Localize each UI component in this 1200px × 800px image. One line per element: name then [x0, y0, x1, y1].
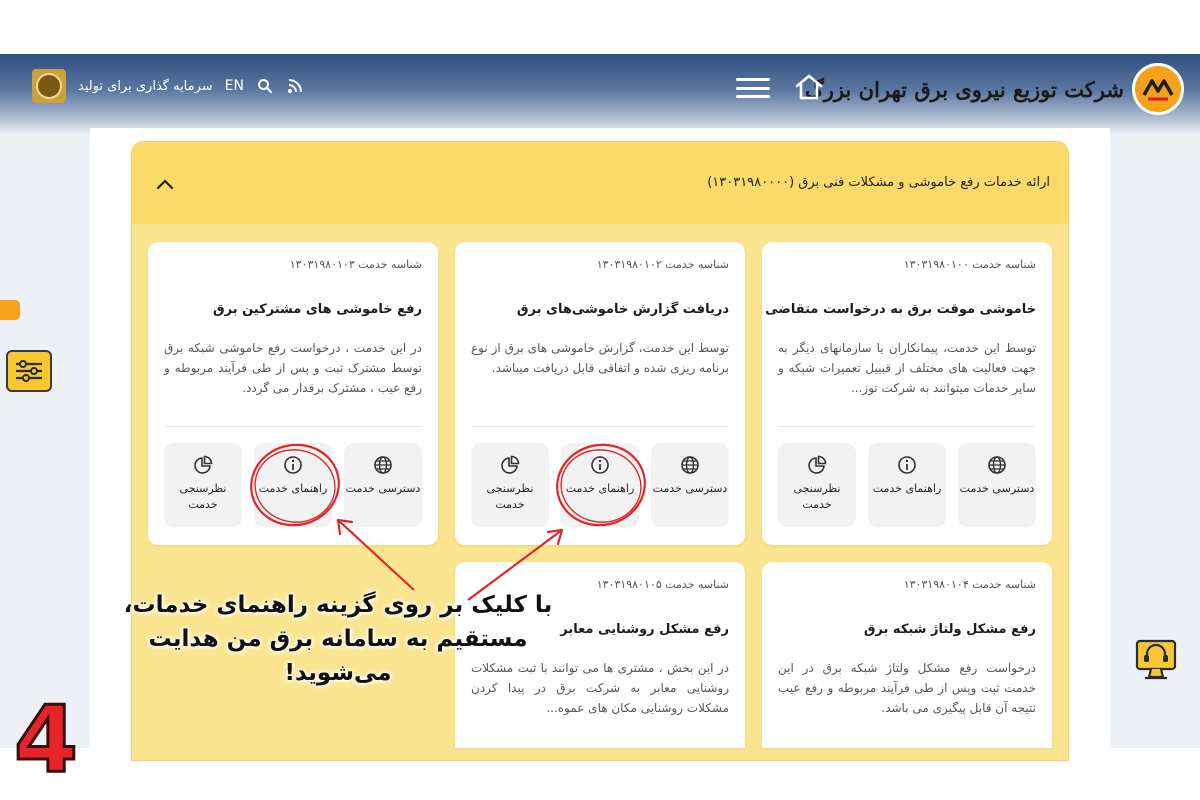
action-label: راهنمای خدمت [258, 482, 328, 495]
info-icon [897, 455, 917, 475]
service-actions [164, 443, 422, 527]
service-card [762, 242, 1052, 545]
header-utilities [32, 68, 304, 104]
action-label: نظرسنجی خدمت [179, 482, 227, 511]
info-icon [590, 455, 610, 475]
divider [471, 426, 729, 427]
service-title[interactable]: رفع مشکل ولتاژ شبکه برق [863, 622, 1036, 637]
service-id: شناسه خدمت ۱۳۰۳۱۹۸۰۱۰۲ [596, 258, 729, 271]
side-tab[interactable] [0, 300, 20, 320]
service-card [455, 242, 745, 545]
action-label: راهنمای خدمت [872, 482, 942, 495]
chevron-up-icon[interactable] [154, 174, 176, 194]
service-group-title: ارائه خدمات رفع خاموشی و مشکلات فنی برق (۱۳۰۳۱۹۸۰۰۰۰) [707, 175, 1050, 190]
logo-icon [1132, 63, 1184, 115]
service-access-button[interactable] [958, 443, 1036, 527]
search-icon[interactable] [256, 77, 274, 95]
globe-icon [987, 455, 1007, 475]
service-survey-button[interactable] [778, 443, 856, 527]
service-access-button[interactable] [344, 443, 422, 527]
company-name: شرکت توزیع نیروی برق تهران بزرگ [804, 76, 1124, 102]
action-label: دسترسی خدمت [959, 482, 1035, 495]
service-survey-button[interactable] [164, 443, 242, 527]
language-switch[interactable]: EN [224, 78, 244, 94]
service-access-button[interactable] [651, 443, 729, 527]
service-card [762, 562, 1052, 748]
service-survey-button[interactable] [471, 443, 549, 527]
info-icon [283, 455, 303, 475]
service-guide-button[interactable] [254, 443, 332, 527]
service-description: در این خدمت ، درخواست رفع خاموشی شبکه برق توسط مشترک ثبت و پس از طی فرآیند مربوطه و رفع عیب ، مشترک برقدار می گردد. [164, 341, 422, 395]
tutorial-callout: با کلیک بر روی گزینه راهنمای خدمات، مستقیم به سامانه برق من هدایت می‌شوید! [123, 592, 553, 686]
action-label: دسترسی خدمت [345, 482, 421, 495]
pie-chart-icon [500, 455, 520, 475]
service-actions [471, 443, 729, 527]
service-id: شناسه خدمت ۱۳۰۳۱۹۸۰۱۰۵ [596, 578, 729, 591]
action-label: نظرسنجی خدمت [793, 482, 841, 511]
divider [778, 426, 1036, 427]
service-id: شناسه خدمت ۱۳۰۳۱۹۸۰۱۰۰ [903, 258, 1036, 271]
rss-icon[interactable] [286, 77, 304, 95]
service-title[interactable]: دریافت گزارش خاموشی‌های برق [516, 302, 729, 317]
service-actions [778, 443, 1036, 527]
action-label: دسترسی خدمت [652, 482, 728, 495]
company-logo[interactable] [805, 60, 1184, 118]
service-description: در این بخش ، مشتری ها می توانند با ثبت مشکلات روشنایی معابر به شرکت برق در پیدا کردن مشکلات روشنایی مکان های عموه... [471, 661, 729, 715]
service-description: توسط این خدمت، پیمانکاران یا سازمانهای دیگر به جهت فعالیت های مختلف از قبییل تعمیرات شبکه و سایر خدمات میتوانند به شرکت توز... [778, 341, 1036, 395]
home-icon[interactable] [792, 70, 826, 104]
top-margin [0, 0, 1200, 54]
step-number: 4 [14, 686, 79, 793]
globe-icon [680, 455, 700, 475]
service-description: درخواست رفع مشکل ولتاژ شبکه برق در این خدمت ثبت وپس از طی فرآیند مربوطه و رفع عیب نتیجه آن قابل پیگیری می باشد. [778, 661, 1036, 715]
service-card [148, 242, 438, 545]
menu-icon[interactable] [736, 74, 770, 102]
service-id: شناسه خدمت ۱۳۰۳۱۹۸۰۱۰۳ [289, 258, 422, 271]
service-group-header[interactable] [132, 142, 1068, 224]
service-description: توسط این خدمت، گزارش خاموشی های برق از نوع برنامه ریزی شده و اتفاقی قابل دریافت میباشد. [471, 341, 729, 375]
service-title[interactable]: خاموشی موقت برق به درخواست متقاضی [765, 302, 1036, 317]
pie-chart-icon [193, 455, 213, 475]
slogan-text: سرمایه گذاری برای تولید [78, 78, 213, 94]
service-id: شناسه خدمت ۱۳۰۳۱۹۸۰۱۰۴ [903, 578, 1036, 591]
filter-settings-icon[interactable] [6, 350, 52, 392]
action-label: راهنمای خدمت [565, 482, 635, 495]
pie-chart-icon [807, 455, 827, 475]
action-label: نظرسنجی خدمت [486, 482, 534, 511]
service-guide-button[interactable] [868, 443, 946, 527]
emblem-icon [32, 69, 66, 103]
support-headset-icon[interactable] [1132, 636, 1180, 684]
service-guide-button[interactable] [561, 443, 639, 527]
divider [164, 426, 422, 427]
service-title[interactable]: رفع خاموشی های مشترکین برق [212, 302, 422, 317]
globe-icon [373, 455, 393, 475]
service-title[interactable]: رفع مشکل روشنایی معابر [560, 622, 729, 637]
